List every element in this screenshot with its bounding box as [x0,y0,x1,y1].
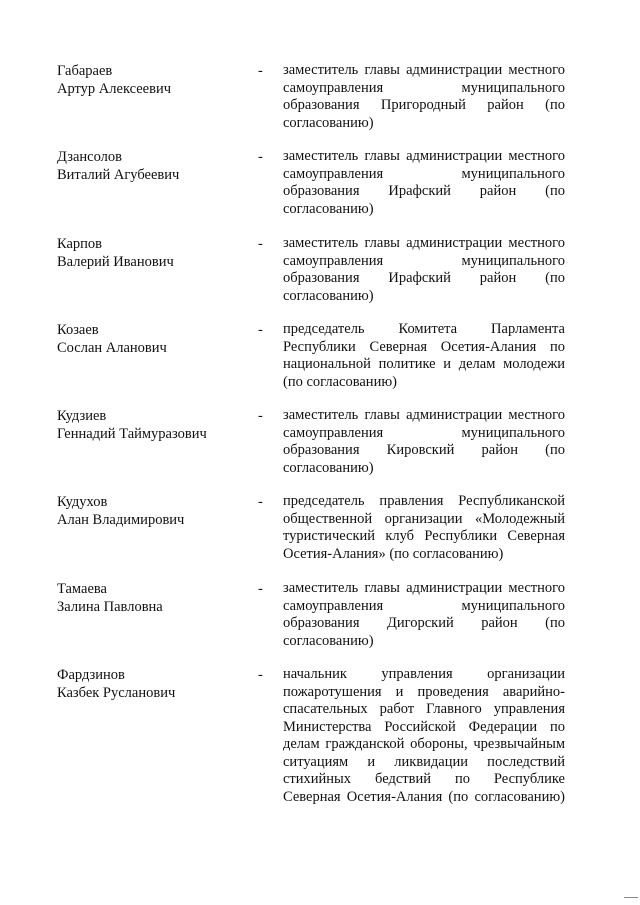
member-name [57,148,247,184]
member-name [57,62,247,98]
member-position [283,493,565,563]
member-name [57,493,247,529]
position-line: председатель Комитета Парламента [283,321,565,337]
position-line: образования Ирафский район (по [283,270,565,286]
position-line: национальной политике и делам молодежи [283,356,565,372]
position-line: делам гражданской обороны, чрезвычайным [283,736,565,752]
position-line: стихийных бедствий по Республике [283,771,565,787]
position-line: Северная Осетия-Алания (по согласованию) [283,788,565,805]
dash-separator: - [258,581,263,597]
member-surname: Кудухов [57,494,108,510]
member-given-name: Виталий Агубеевич [57,167,180,183]
position-line: (по согласованию) [283,373,397,390]
position-line: образования Ирафский район (по [283,183,565,199]
position-line: образования Кировский район (по [283,442,565,458]
position-line: самоуправления муниципального [283,597,565,614]
dash-separator: - [258,236,263,252]
position-line: председатель правления Республиканской [283,493,565,509]
member-surname: Дзансолов [57,149,123,165]
member-position [283,407,565,477]
member-surname: Кудзиев [57,408,107,424]
member-given-name: Валерий Иванович [57,254,174,270]
member-surname: Фардзинов [57,667,125,683]
dash-separator: - [258,667,263,683]
position-line: ситуациям и ликвидации последствий [283,753,565,770]
position-line: самоуправления муниципального [283,165,565,182]
member-surname: Козаев [57,322,99,338]
position-line: согласованию) [283,287,374,304]
position-line: Осетия-Алания» (по согласованию) [283,545,504,562]
position-line: спасательных работ Главного управления [283,701,565,717]
member-position [283,148,565,218]
member-position [283,321,565,391]
member-given-name: Артур Алексеевич [57,81,172,97]
dash-separator: - [258,149,263,165]
position-line: самоуправления муниципального [283,252,565,269]
member-given-name: Залина Павловна [57,599,163,615]
member-name [57,666,247,702]
position-line: начальник управления организации [283,666,565,682]
member-position [283,235,565,305]
member-surname: Тамаева [57,581,107,597]
position-line: самоуправления муниципального [283,424,565,441]
member-name [57,321,247,357]
dash-separator: - [258,408,263,424]
position-line: согласованию) [283,459,374,476]
position-line: заместитель главы администрации местного [283,148,565,164]
member-position [283,62,565,132]
position-line: согласованию) [283,200,374,217]
dash-separator: - [258,63,263,79]
member-name [57,407,247,443]
position-line: туристический клуб Республики Северная [283,528,565,544]
member-surname: Карпов [57,236,103,252]
position-line: пожаротушения и проведения аварийно- [283,683,565,700]
member-position [283,580,565,650]
position-line: образования Дигорский район (по [283,615,565,631]
member-given-name: Сослан Аланович [57,340,167,356]
member-name [57,580,247,616]
member-given-name: Казбек Русланович [57,685,176,701]
member-name [57,235,247,271]
member-position [283,666,565,806]
position-line: заместитель главы администрации местного [283,235,565,251]
position-line: заместитель главы администрации местного [283,62,565,78]
scan-edge-mark [624,897,638,898]
position-line: Министерства Российской Федерации по [283,718,565,735]
position-line: согласованию) [283,114,374,131]
member-given-name: Геннадий Таймуразович [57,426,207,442]
dash-separator: - [258,322,263,338]
position-line: общественной организации «Молодежный [283,510,565,527]
position-line: заместитель главы администрации местного [283,407,565,423]
position-line: согласованию) [283,632,374,649]
position-line: образования Пригородный район (по [283,97,565,113]
member-given-name: Алан Владимирович [57,512,185,528]
dash-separator: - [258,494,263,510]
position-line: самоуправления муниципального [283,79,565,96]
member-surname: Габараев [57,63,113,79]
position-line: заместитель главы администрации местного [283,580,565,596]
position-line: Республики Северная Осетия-Алания по [283,338,565,355]
